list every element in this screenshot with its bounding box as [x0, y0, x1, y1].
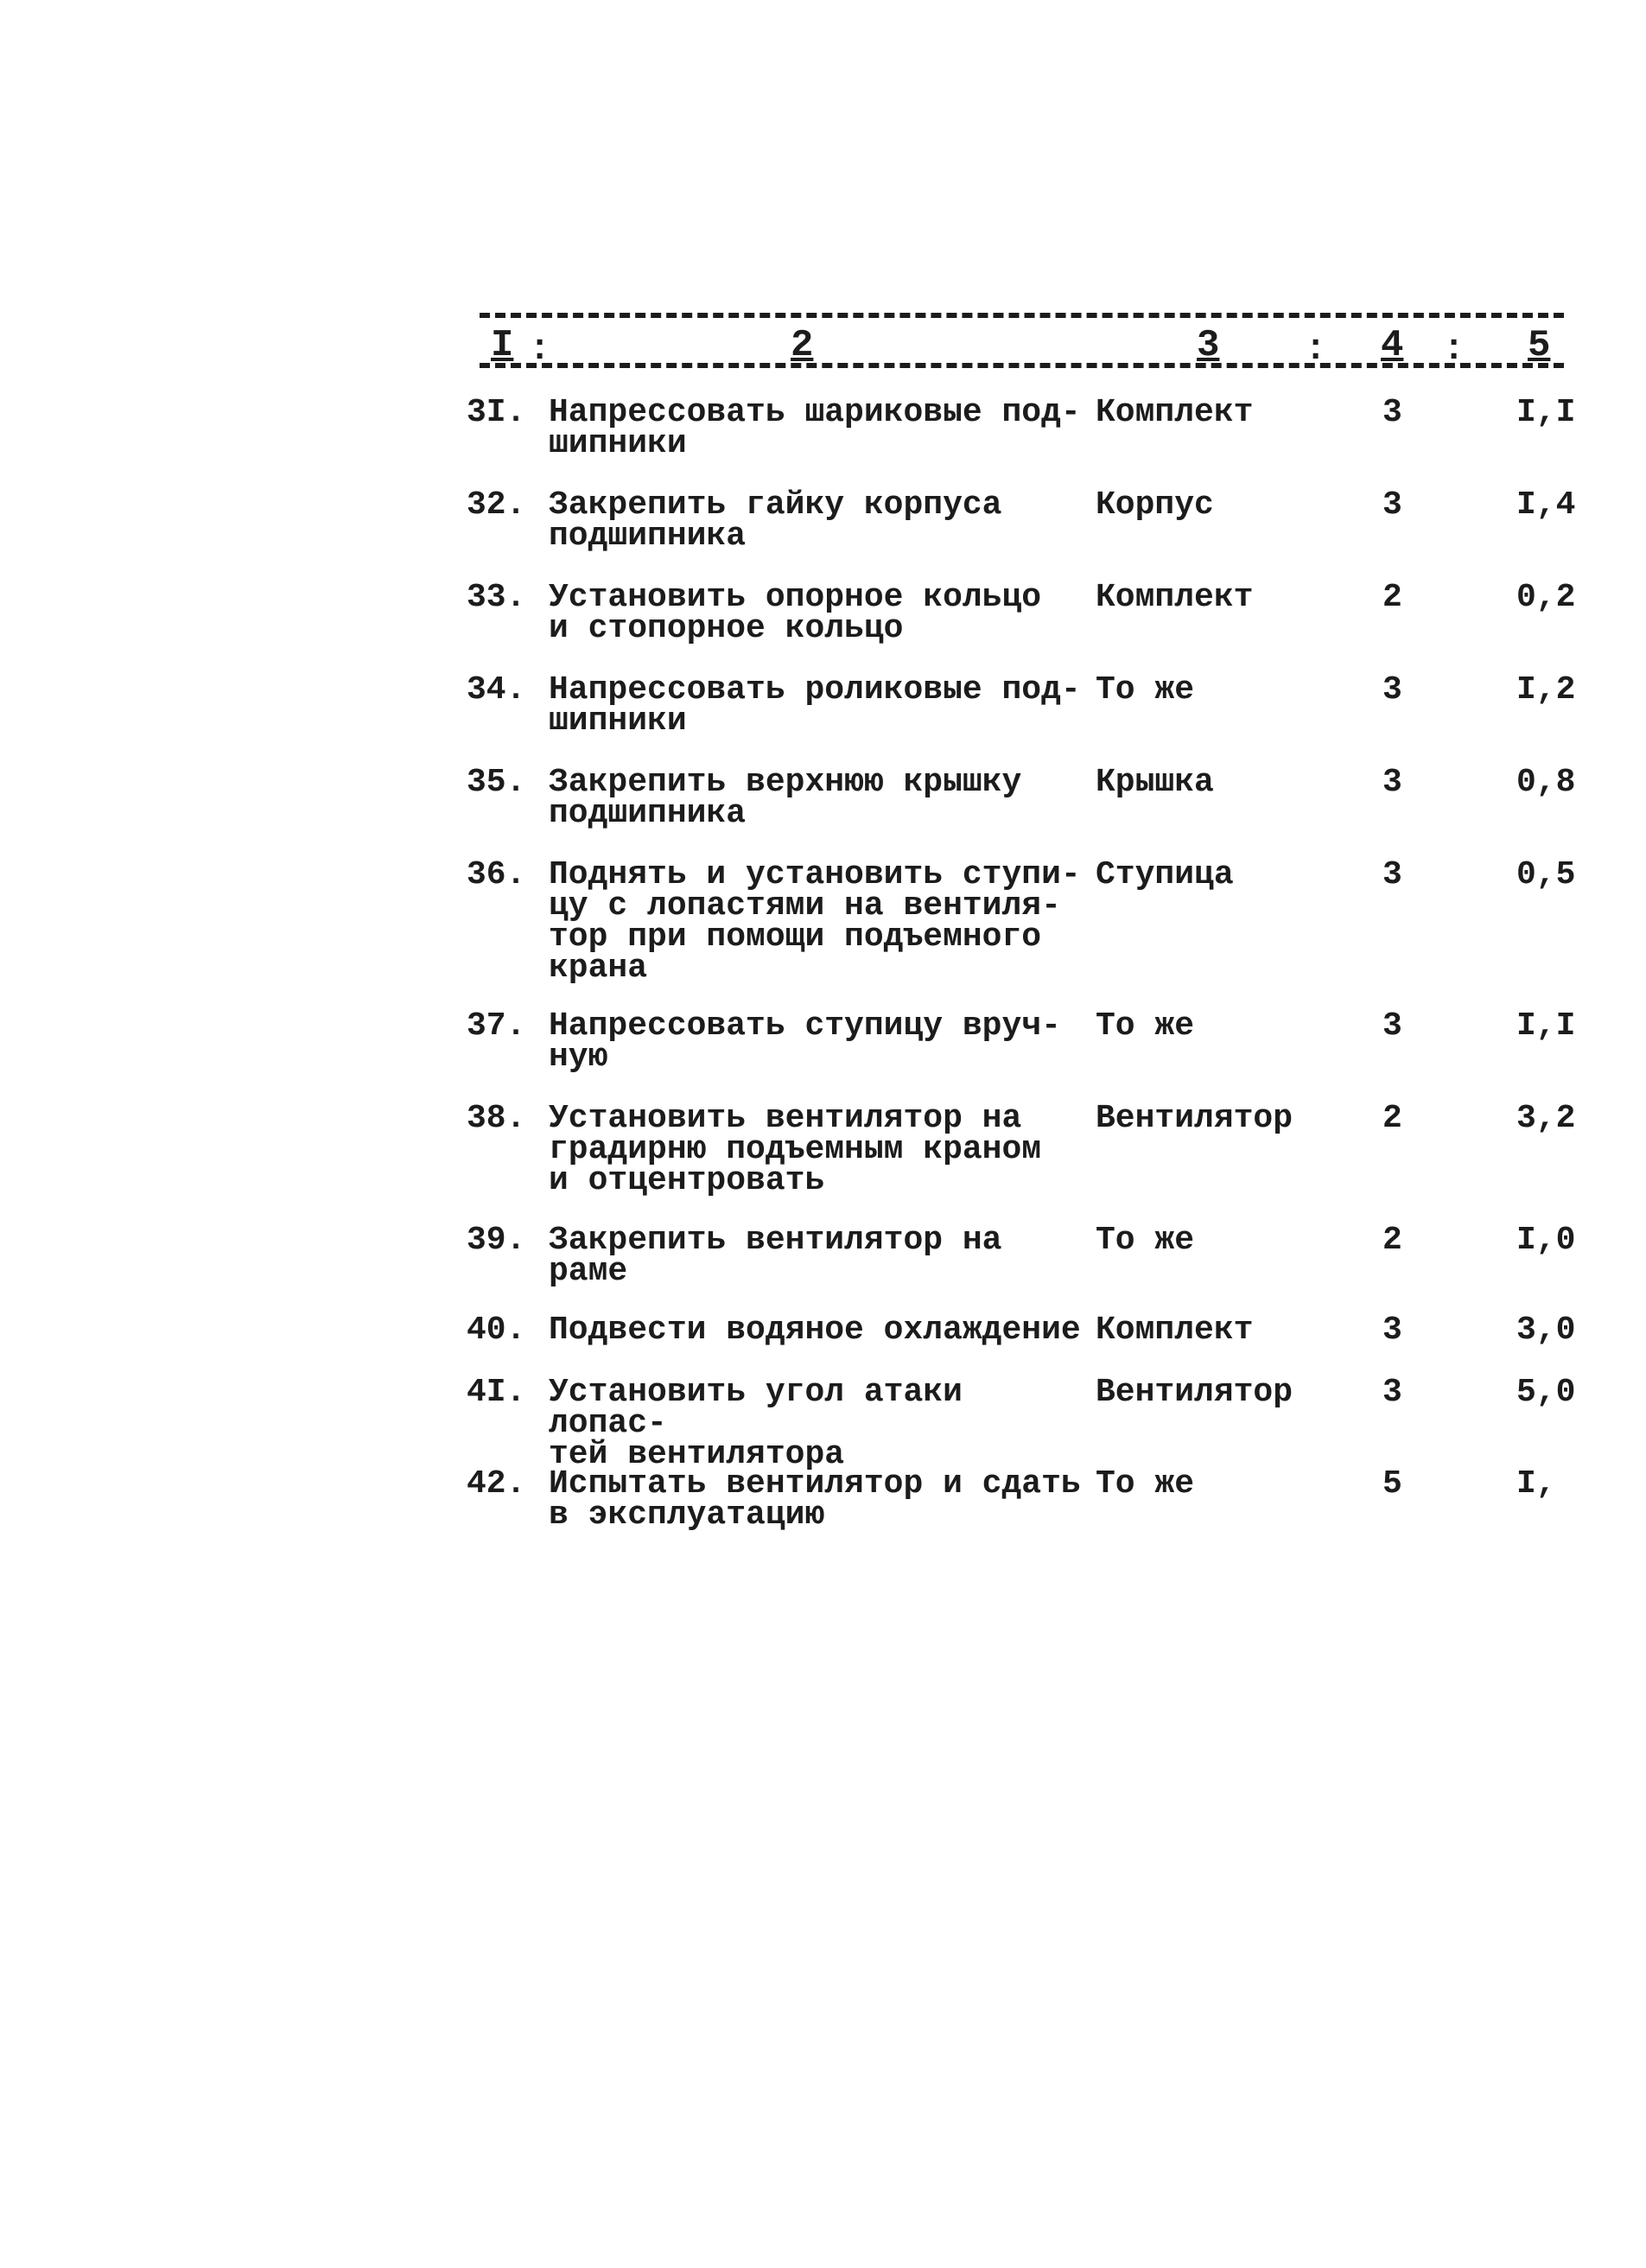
row-time: 3,2	[1516, 1103, 1576, 1134]
row-operation: Напрессовать шариковые под- шипники	[549, 394, 1081, 462]
row-unit: То же	[1096, 1007, 1195, 1045]
row-unit: То же	[1096, 671, 1195, 708]
row-unit: Комплект	[1096, 394, 1254, 431]
row-number: 34.	[467, 671, 526, 708]
row-unit: То же	[1096, 1465, 1195, 1502]
row-category: 3	[1382, 856, 1402, 893]
header-separator: :	[1305, 328, 1327, 370]
row-number: 36.	[467, 856, 526, 893]
row-operation: Закрепить вентилятор на раме	[549, 1222, 1002, 1290]
row-time: I,0	[1516, 1225, 1576, 1256]
row-number: 33.	[467, 579, 526, 616]
row-operation: Закрепить верхнюю крышку подшипника	[549, 764, 1022, 832]
row-time: I,	[1516, 1469, 1556, 1500]
header-col-4: 4	[1381, 324, 1404, 367]
row-operation: Подвести водяное охлаждение	[549, 1312, 1081, 1349]
row-time: I,I	[1516, 1011, 1576, 1042]
row-category: 3	[1382, 1312, 1402, 1349]
row-category: 2	[1382, 579, 1402, 616]
row-operation: Напрессовать роликовые под- шипники	[549, 671, 1081, 740]
row-unit: Ступица	[1096, 856, 1234, 893]
row-category: 3	[1382, 671, 1402, 708]
row-category: 3	[1382, 764, 1402, 801]
row-operation: Испытать вентилятор и сдать в эксплуатацию	[549, 1465, 1081, 1534]
row-operation: Поднять и установить ступи- цу с лопастями на вентиля- тор при помощи подъемного крана	[549, 856, 1081, 987]
row-number: 32.	[467, 486, 526, 524]
row-operation: Установить вентилятор на градирню подъемным краном и отцентровать	[549, 1100, 1042, 1199]
row-number: 4I.	[467, 1374, 526, 1411]
header-col-5: 5	[1528, 324, 1551, 367]
header-col-2: 2	[791, 324, 814, 367]
row-category: 2	[1382, 1100, 1402, 1137]
row-time: 5,0	[1516, 1377, 1576, 1408]
row-time: 0,2	[1516, 582, 1576, 613]
header-separator: :	[529, 328, 551, 370]
row-category: 3	[1382, 394, 1402, 431]
row-number: 3I.	[467, 394, 526, 431]
row-category: 3	[1382, 1374, 1402, 1411]
row-category: 3	[1382, 1007, 1402, 1045]
header-col-3: 3	[1197, 324, 1220, 367]
row-number: 38.	[467, 1100, 526, 1137]
header-separator: :	[1443, 328, 1465, 370]
row-time: 0,5	[1516, 860, 1576, 891]
row-category: 3	[1382, 486, 1402, 524]
row-category: 2	[1382, 1222, 1402, 1259]
row-operation: Установить опорное кольцо и стопорное кольцо	[549, 579, 1042, 647]
header-col-1: I	[491, 324, 514, 367]
row-unit: Вентилятор	[1096, 1100, 1293, 1137]
row-time: I,2	[1516, 675, 1576, 706]
row-time: 3,0	[1516, 1315, 1576, 1346]
row-number: 37.	[467, 1007, 526, 1045]
row-unit: То же	[1096, 1222, 1195, 1259]
row-time: I,4	[1516, 490, 1576, 521]
row-unit: Комплект	[1096, 1312, 1254, 1349]
row-operation: Напрессовать ступицу вруч- ную	[549, 1007, 1061, 1076]
row-number: 35.	[467, 764, 526, 801]
table-top-rule	[480, 313, 1564, 318]
row-number: 42.	[467, 1465, 526, 1502]
row-unit: Вентилятор	[1096, 1374, 1293, 1411]
row-unit: Крышка	[1096, 764, 1214, 801]
row-number: 40.	[467, 1312, 526, 1349]
row-time: 0,8	[1516, 767, 1576, 798]
row-operation: Закрепить гайку корпуса подшипника	[549, 486, 1002, 555]
row-unit: Комплект	[1096, 579, 1254, 616]
row-category: 5	[1382, 1465, 1402, 1502]
row-number: 39.	[467, 1222, 526, 1259]
row-unit: Корпус	[1096, 486, 1214, 524]
row-operation: Установить угол атаки лопас- тей вентилятора	[549, 1374, 963, 1473]
row-time: I,I	[1516, 397, 1576, 429]
